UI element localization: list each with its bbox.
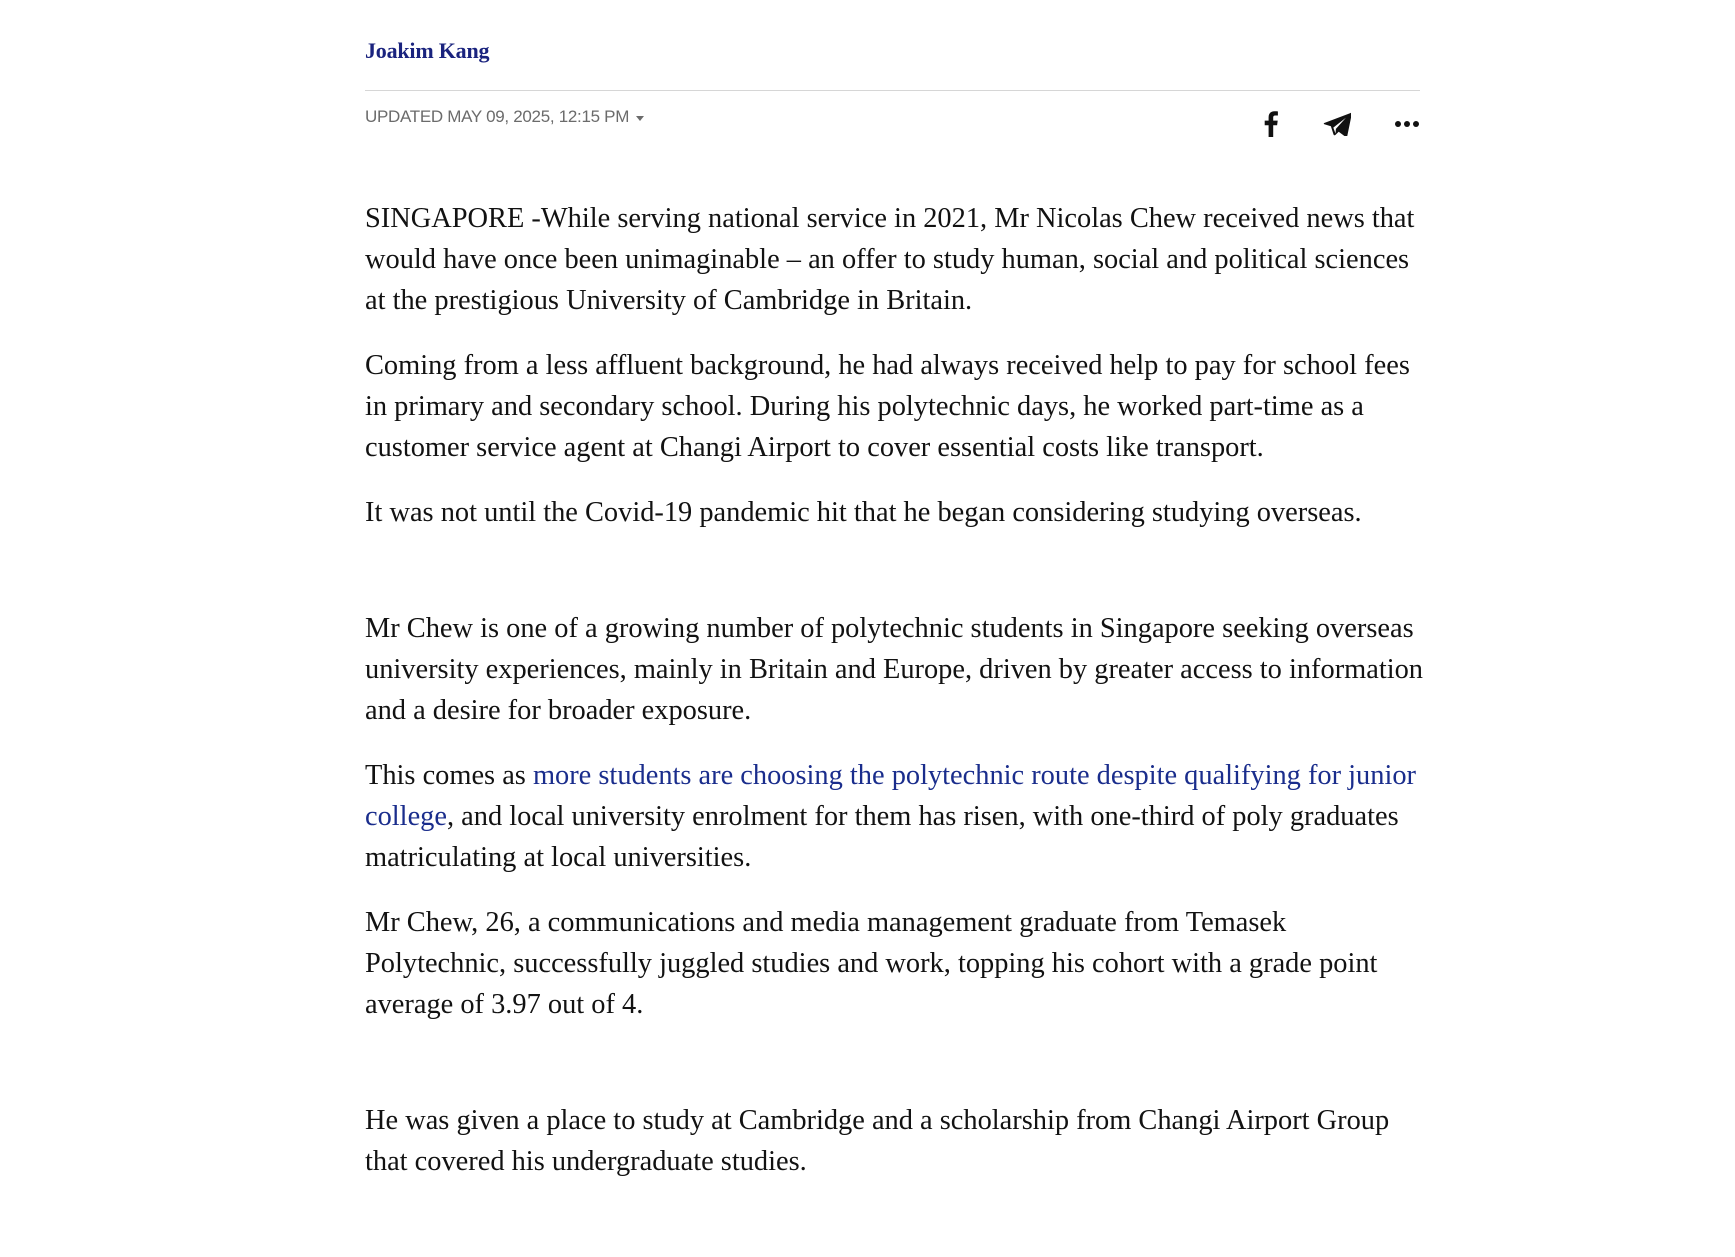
article-body: [365, 198, 1425, 1206]
byline-divider: [365, 90, 1420, 91]
paragraph-text: This comes as: [365, 760, 533, 791]
share-bar: [1255, 108, 1425, 140]
updated-text: UPDATED MAY 09, 2025, 12:15 PM: [365, 107, 630, 126]
paragraph: SINGAPORE -While serving national service in 2021, Mr Nicolas Chew received news that would have once been unimaginable – an offer to study human, social and political sciences at the prestigious University of Cambridge in Britain.: [365, 203, 1415, 316]
facebook-share-button[interactable]: [1255, 108, 1287, 140]
more-options-icon: [1394, 120, 1420, 128]
updated-timestamp[interactable]: [365, 107, 644, 127]
paragraph: He was given a place to study at Cambridge and a scholarship from Changi Airport Group that covered his undergraduate studies.: [365, 1105, 1390, 1177]
telegram-share-button[interactable]: [1321, 108, 1353, 140]
paragraph-text: Mr Chew is one of a growing number of polytechnic students in Singapore seeking overseas university experiences, mainly in Britain and Europe, driven by greater access to information and a desire for broader exposure.: [365, 613, 1423, 726]
author-link[interactable]: Joakim Kang: [365, 38, 490, 63]
caret-down-icon: [636, 116, 644, 121]
paragraph: It was not until the Covid-19 pandemic hit that he began considering studying overseas.: [365, 497, 1362, 528]
paragraph-text: , and local university enrolment for them has risen, with one-third of poly graduates matriculating at local universities.: [365, 801, 1399, 873]
paragraph: Coming from a less affluent background, he had always received help to pay for school fees in primary and secondary school. During his polytechnic days, he worked part-time as a customer service agent at Changi Airport to cover essential costs like transport.: [365, 350, 1410, 463]
paragraph-with-link: [365, 755, 1425, 878]
more-options-button[interactable]: [1391, 108, 1423, 140]
telegram-icon: [1323, 112, 1351, 136]
paragraph: Mr Chew, 26, a communications and media management graduate from Temasek Polytechnic, successfully juggled studies and work, topping his cohort with a grade point average of 3.97 out of 4.: [365, 907, 1378, 1020]
paragraph: [365, 608, 1425, 731]
related-article-link[interactable]: more students are choosing the polytechnic route despite qualifying for junior college: [365, 760, 1416, 832]
facebook-icon: [1264, 111, 1278, 137]
